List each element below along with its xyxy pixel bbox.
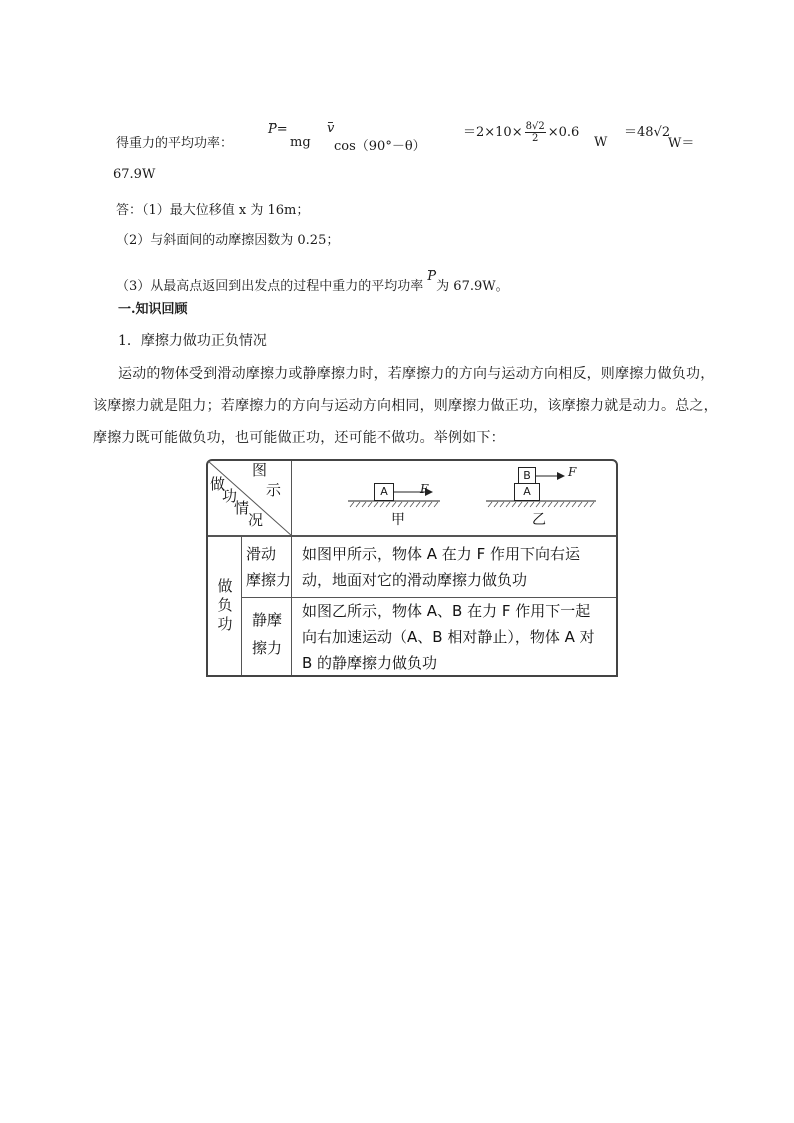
section-heading: 一.知识回顾 xyxy=(118,302,188,317)
block-a-yi: A xyxy=(514,483,540,501)
answer-3-before: （3）从最高点返回到出发点的过程中重力的平均功率 xyxy=(116,279,424,294)
row2-desc-2: 向右加速运动（A、B 相对静止），物体 A 对 xyxy=(302,628,595,646)
formula-cos: cos（90°－θ） xyxy=(334,139,426,154)
row1-type-1: 滑动 xyxy=(246,545,277,563)
header-left-3: 情 xyxy=(234,499,250,517)
row2-desc-1: 如图乙所示，物体 A、B 在力 F 作用下一起 xyxy=(302,602,591,620)
formula-part2 xyxy=(463,121,579,144)
para-line-3: 摩擦力既可能做负功，也可能做正功，还可能不做功。举例如下： xyxy=(93,430,505,446)
formula-mg: mg xyxy=(290,135,311,150)
unit-w1: W xyxy=(594,135,608,150)
part2-a: ＝2×10× xyxy=(463,125,523,140)
header-top-1: 图 xyxy=(252,461,268,479)
frac-num: 8√2 xyxy=(525,121,545,132)
figure-yi xyxy=(486,467,596,509)
formula-part3: ＝48√2 xyxy=(624,125,671,140)
figure-jia xyxy=(348,483,440,507)
ground-hatch-jia xyxy=(348,500,440,508)
formula-part3-tail: W＝ xyxy=(668,136,695,151)
answer-3-after: 为 67.9W。 xyxy=(436,279,509,294)
figure-yi-label: 乙 xyxy=(532,512,546,528)
formula-prefix: 得重力的平均功率： xyxy=(116,136,234,151)
figure-jia-label: 甲 xyxy=(391,512,405,528)
row1-desc-2: 动，地面对它的滑动摩擦力做负功 xyxy=(302,571,528,589)
eq-sign: = xyxy=(276,122,288,137)
part2-b: ×0.6 xyxy=(547,125,580,140)
formula-v-bar xyxy=(327,121,334,136)
fraction xyxy=(525,121,546,144)
row1-type-2: 摩擦力 xyxy=(246,571,292,589)
answer-2: （2）与斜面间的动摩擦因数为 0.25； xyxy=(116,233,340,248)
answer-1: 答：（1）最大位移值 x 为 16m； xyxy=(116,203,310,218)
formula-average-power xyxy=(268,122,288,137)
arrow-right-icon xyxy=(535,470,565,482)
frac-den: 2 xyxy=(531,133,539,144)
block-a-jia: A xyxy=(374,483,394,501)
row2-type-1: 静摩 xyxy=(252,611,283,629)
col-divider-group xyxy=(241,537,242,675)
header-top-2: 示 xyxy=(266,481,282,499)
para-line-1: 运动的物体受到滑动摩擦力或静摩擦力时，若摩擦力的方向与运动方向相反，则摩擦力做负功， xyxy=(118,366,715,382)
force-jia: F xyxy=(420,482,429,496)
answer-3-p: P xyxy=(427,269,437,284)
answer-3 xyxy=(116,269,509,294)
header-left-2: 功 xyxy=(222,487,238,505)
row2-desc-3: B 的静摩擦力做负功 xyxy=(302,654,438,672)
header-left-4: 况 xyxy=(248,511,264,529)
header-left-1: 做 xyxy=(210,475,226,493)
section-item-1: 1．摩擦力做功正负情况 xyxy=(118,333,267,349)
friction-work-table xyxy=(206,459,618,677)
formula-result: 67.9W xyxy=(113,167,156,182)
para-line-2: 该摩擦力就是阻力；若摩擦力的方向与运动方向相同，则摩擦力做正功，该摩擦力就是动力。总之， xyxy=(93,398,718,414)
force-yi: F xyxy=(568,465,577,479)
v-bar: v xyxy=(327,121,335,136)
p-bar: P xyxy=(268,122,277,137)
row2-type-2: 擦力 xyxy=(252,639,283,657)
row1-desc-1: 如图甲所示，物体 A 在力 F 作用下向右运 xyxy=(302,545,580,563)
row-group-label: 做 负 功 xyxy=(217,577,233,633)
block-b-yi: B xyxy=(518,467,536,484)
ground-hatch-yi xyxy=(486,500,596,508)
